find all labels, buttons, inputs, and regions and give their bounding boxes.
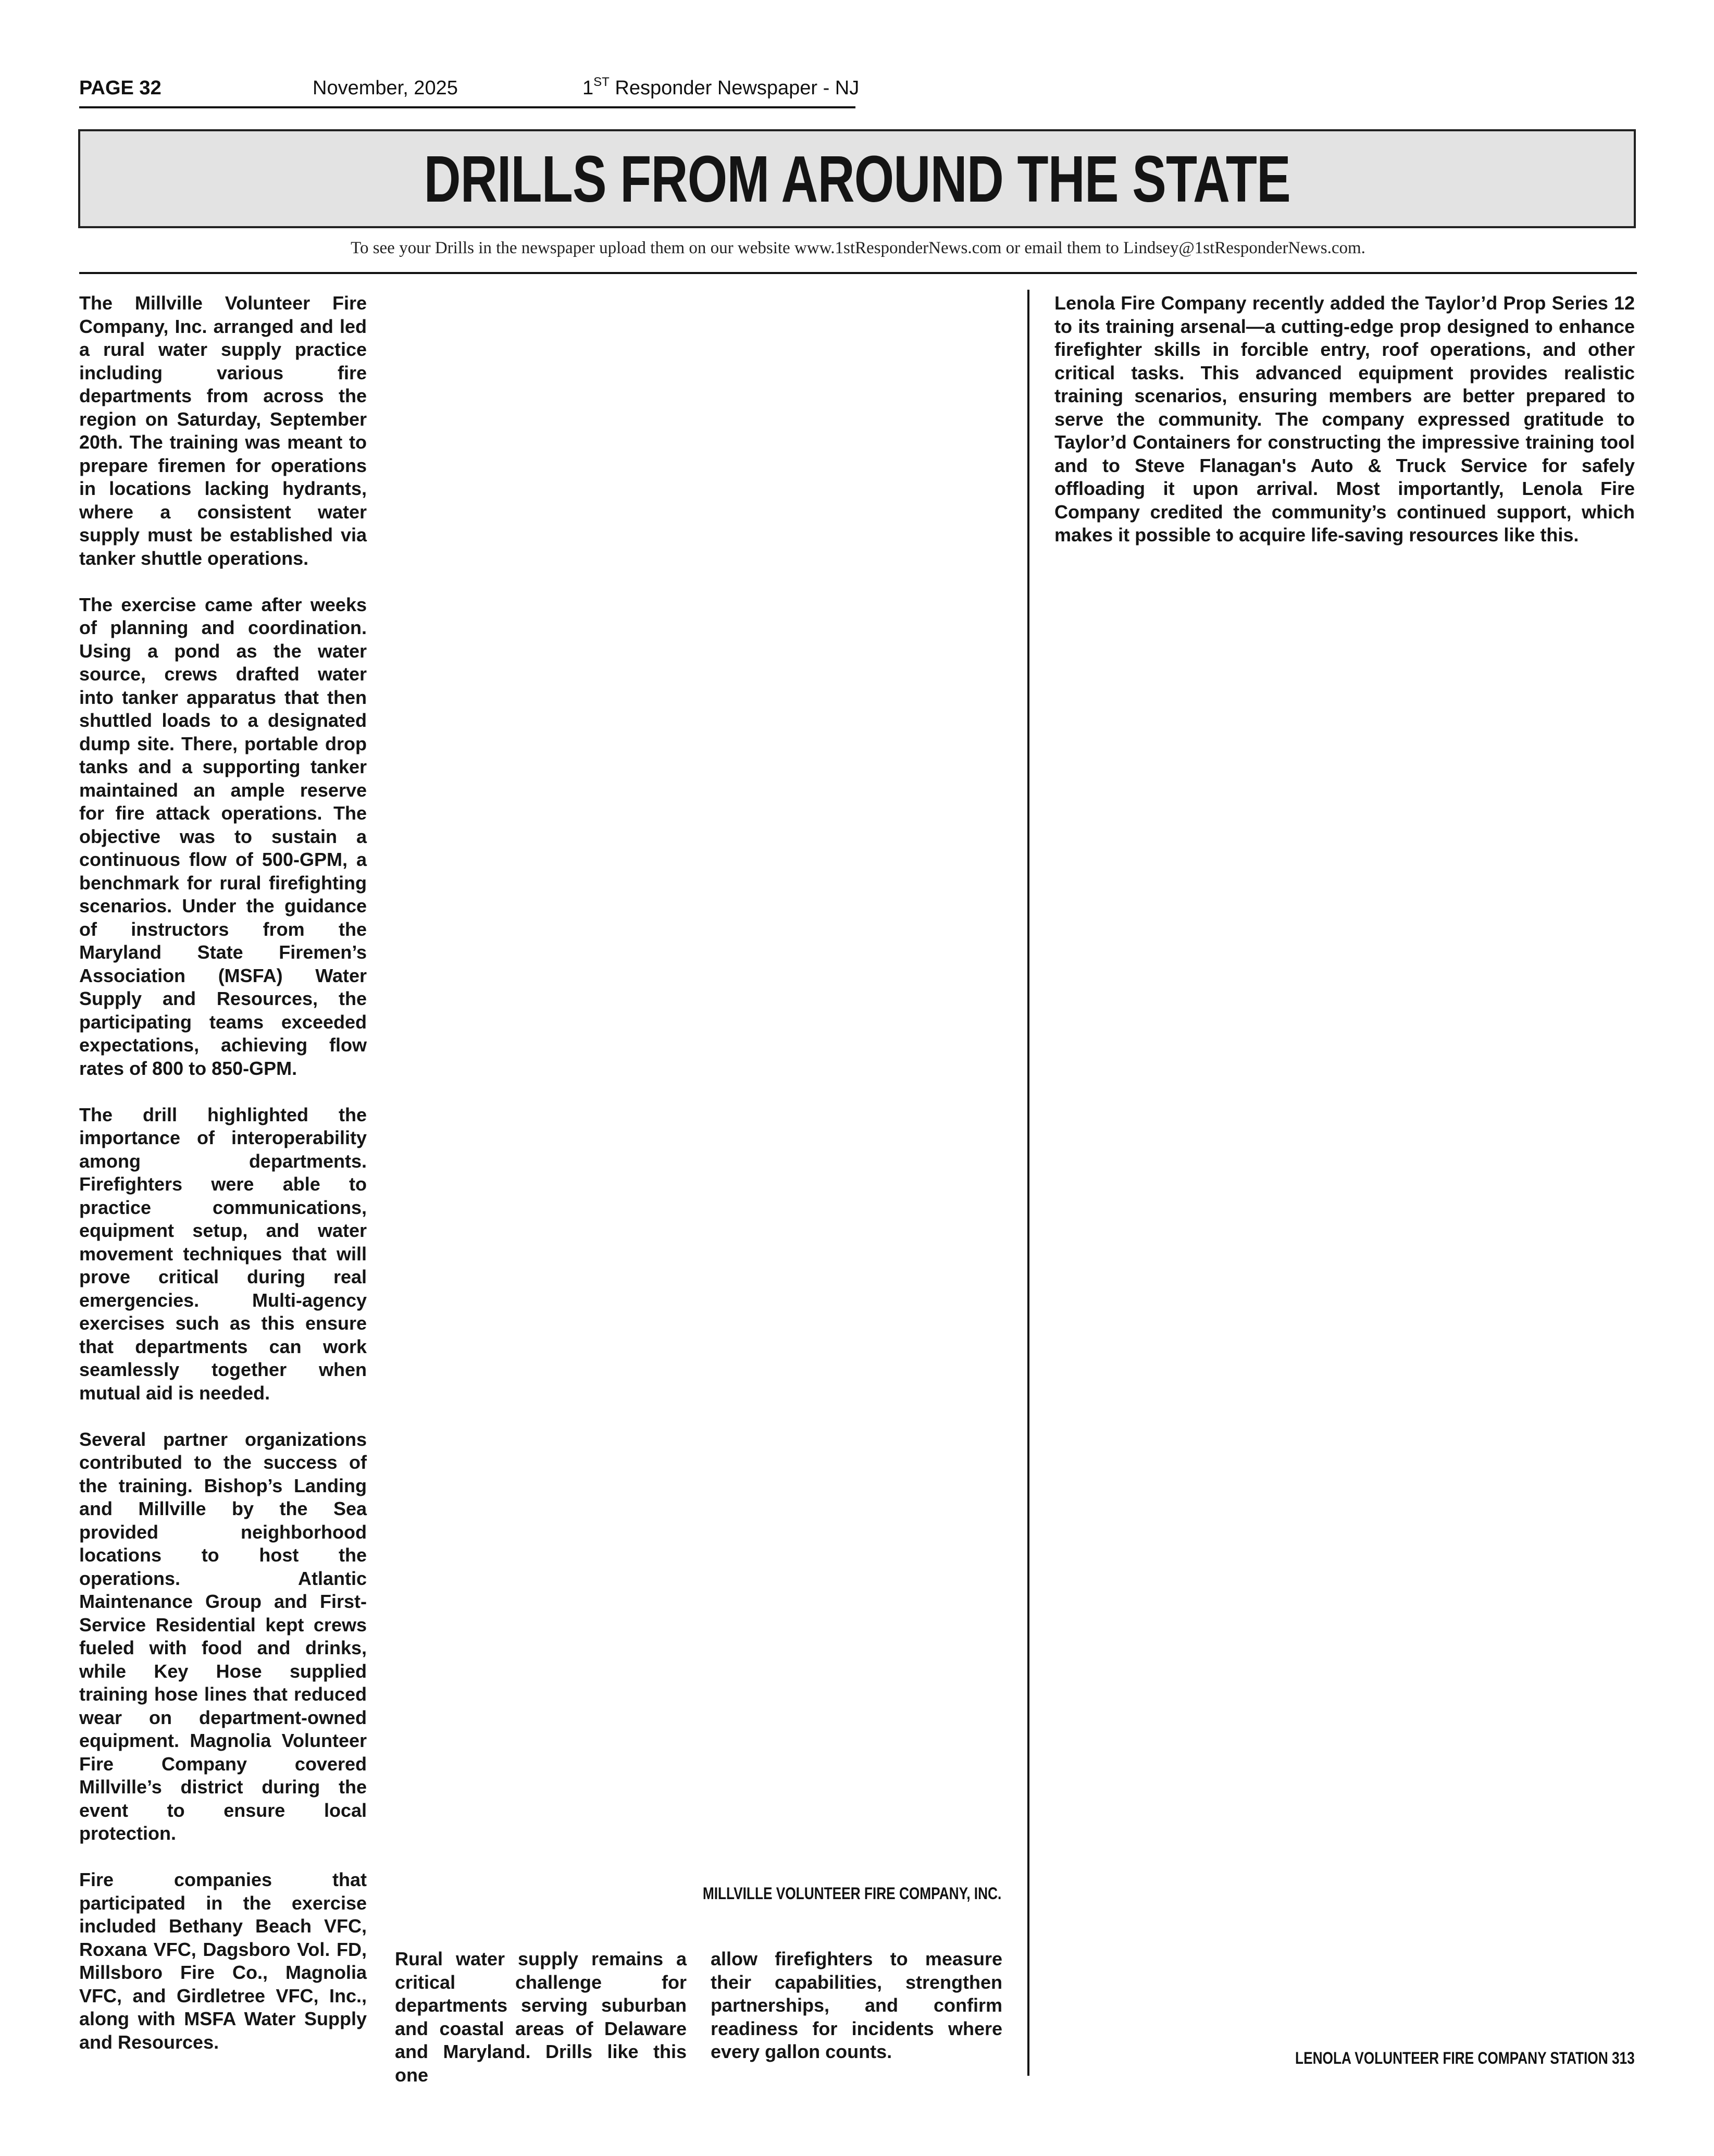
newspaper-name-prefix: 1: [582, 77, 594, 99]
lenola-article: [1054, 292, 1635, 570]
newspaper-name: [582, 75, 860, 99]
article-paragraph: Several partner organizations contributed to the success of the training. Bishop’s Landing and Millville by the Sea provided neighborhood locations to host the operations. Atlantic Maintenance Group and First-Service Residential kept crews fueled with food and drinks, while Key Hose supplied training hose lines that reduced wear on department-owned equipment. Magnolia Volunteer Fire Company covered Millville’s district during the event to ensure local protection.: [79, 1428, 367, 1844]
section-banner: [78, 129, 1636, 228]
millville-closing-column-2: [711, 1948, 1002, 2064]
millville-article: [79, 292, 367, 2077]
section-rule: [79, 272, 1637, 274]
article-paragraph: allow firefighters to measure their capabilities, strengthen partnerships, and confirm readiness for incidents where every gallon counts.: [711, 1948, 1002, 2062]
article-paragraph: The drill highlighted the importance of interoperability among departments. Firefighters were able to practice communications, equipment setup, and water movement techniques that will prove critical during real emergencies. Multi-agency exercises such as this ensure that departments can work seamlessly together when mutual aid is needed.: [79, 1104, 367, 1404]
millville-photo-credit: MILLVILLE VOLUNTEER FIRE COMPANY, INC.: [702, 1884, 1001, 1903]
article-paragraph: Rural water supply remains a critical challenge for departments serving suburban and coastal areas of Delaware and Maryland. Drills like this one: [395, 1948, 687, 2086]
lenola-photo: [1054, 563, 1635, 2037]
section-title: DRILLS FROM AROUND THE STATE: [424, 142, 1290, 216]
newspaper-name-superscript: ST: [593, 75, 610, 89]
article-paragraph: The Millville Volunteer Fire Company, Inc. arranged and led a rural water supply practice including various fire departments from across the region on Saturday, September 20th. The training was meant to prepare firemen for operations in locations lacking hydrants, where a consistent water supply must be established via tanker shuttle operations.: [79, 292, 367, 569]
column-divider: [1027, 290, 1029, 2076]
submission-note: To see your Drills in the newspaper upload them on our website www.1stResponderNews.com or email them to Lindsey@1stResponderNews.com.: [351, 239, 1365, 257]
page-number: PAGE 32: [79, 77, 162, 99]
article-paragraph: Fire companies that participated in the exercise included Bethany Beach VFC, Roxana VFC, Dagsboro Vol. FD, Millsboro Fire Co., Magnolia VFC, and Girdletree VFC, Inc., along with MSFA Water Supply and Resources.: [79, 1869, 367, 2053]
lenola-photo-credit: LENOLA VOLUNTEER FIRE COMPANY STATION 313: [1295, 2049, 1635, 2067]
header-rule: [79, 106, 855, 108]
millville-closing-column-1: [395, 1948, 687, 2087]
article-paragraph: The exercise came after weeks of planning and coordination. Using a pond as the water source, crews drafted water into tanker apparatus that then shuttled loads to a designated dump site. There, portable drop tanks and a supporting tanker maintained an ample reserve for fire attack operations. The objective was to sustain a continuous flow of 500-GPM, a benchmark for rural firefighting scenarios. Under the guidance of instructors from the Maryland State Firemen’s Association (MSFA) Water Supply and Resources, the participating teams exceeded expectations, achieving flow rates of 800 to 850-GPM.: [79, 593, 367, 1079]
newspaper-name-suffix: Responder Newspaper - NJ: [609, 77, 860, 99]
article-paragraph: Lenola Fire Company recently added the Taylor’d Prop Series 12 to its training arsenal—a cutting-edge prop designed to enhance firefighter skills in forcible entry, roof operations, and other critical tasks. This advanced equipment provides realistic training scenarios, ensuring members are better prepared to serve the community. The company expressed gratitude to Taylor’d Containers for constructing the impressive training tool and to Steve Flanagan's Auto & Truck Service for safely offloading it upon arrival. Most importantly, Lenola Fire Company credited the community’s continued support, which makes it possible to acquire life-saving resources like this.: [1054, 292, 1635, 546]
millville-photo: [395, 292, 999, 1876]
issue-date: November, 2025: [313, 77, 458, 99]
